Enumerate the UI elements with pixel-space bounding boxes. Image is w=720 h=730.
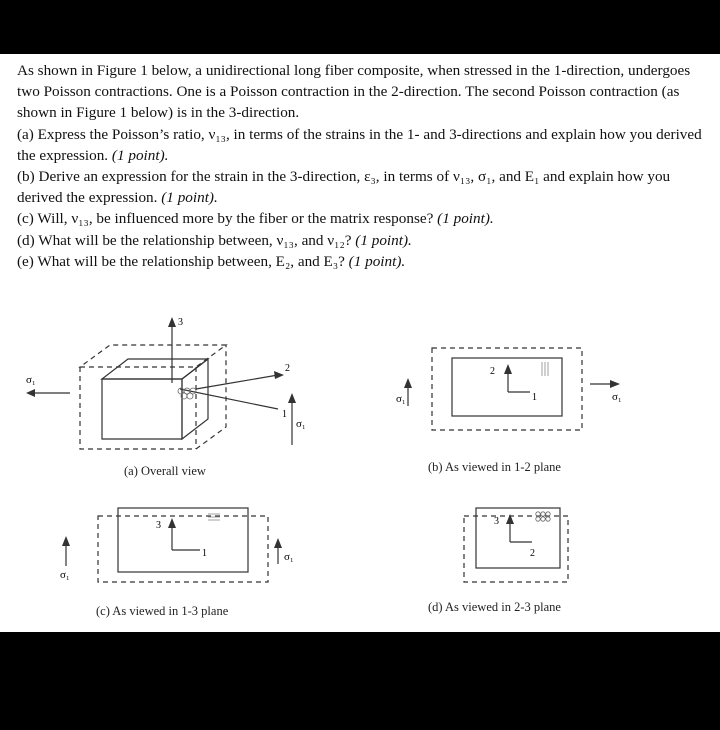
fig-d-axis3-label: 3 xyxy=(494,516,499,527)
fig-c-sigma-left: σ₁ xyxy=(60,569,70,581)
figure-c-caption: (c) As viewed in 1-3 plane xyxy=(96,604,229,618)
fig-c-axis3-label: 3 xyxy=(156,520,161,531)
figure-b-1-2-plane xyxy=(390,334,640,444)
question-b: (b) Derive an expression for the strain in the 3-direction, ε₃, in terms of ν₁₃, σ₁, and E₁ and explain how you derived the expression. (1 point). xyxy=(17,168,671,207)
figure-c-1-3-plane xyxy=(50,494,310,594)
question-d: (d) What will be the relationship between, ν₁₃, and ν₁₂? (1 point). xyxy=(17,231,412,249)
figure-b-caption: (b) As viewed in 1-2 plane xyxy=(428,460,561,474)
figure-a-overall-view xyxy=(20,309,350,469)
figure-a-caption: (a) Overall view xyxy=(124,464,206,478)
fig-b-axis2-label: 2 xyxy=(490,366,495,377)
question-e: (e) What will be the relationship between, E₂, and E₃? (1 point). xyxy=(17,252,406,270)
intro-paragraph: As shown in Figure 1 below, a unidirectional long fiber composite, when stressed in the 1-direction, undergoes two Poisson contractions. One is a Poisson contraction in the 2-direction. The second Poisson contraction (as shown in Figure 1 below) is in the 3-direction. xyxy=(17,62,691,122)
fig-a-axis2-label: 2 xyxy=(285,363,290,374)
fig-b-sigma-left: σ₁ xyxy=(396,393,406,405)
figure-d-caption: (d) As viewed in 2-3 plane xyxy=(428,600,561,614)
fig-b-axis1-label: 1 xyxy=(532,392,537,403)
fig-a-axis1-label: 1 xyxy=(282,409,287,420)
fig-a-sigma-right: σ₁ xyxy=(296,418,306,430)
fig-a-sigma-left: σ₁ xyxy=(26,374,36,386)
document-page xyxy=(0,54,720,632)
fig-b-sigma-right: σ₁ xyxy=(612,391,622,403)
figure-d-2-3-plane xyxy=(450,494,590,594)
problem-text xyxy=(17,60,713,272)
question-c: (c) Will, ν₁₃, be influenced more by the fiber or the matrix response? (1 point). xyxy=(17,210,494,228)
fig-a-axis3-label: 3 xyxy=(178,317,183,328)
fig-c-axis1-label: 1 xyxy=(202,548,207,559)
question-a: (a) Express the Poisson’s ratio, ν₁₃, in terms of the strains in the 1- and 3-directions and explain how you derived the expression. (1 point). xyxy=(17,125,702,164)
fig-c-sigma-right: σ₁ xyxy=(284,551,294,563)
fig-d-axis2-label: 2 xyxy=(530,548,535,559)
